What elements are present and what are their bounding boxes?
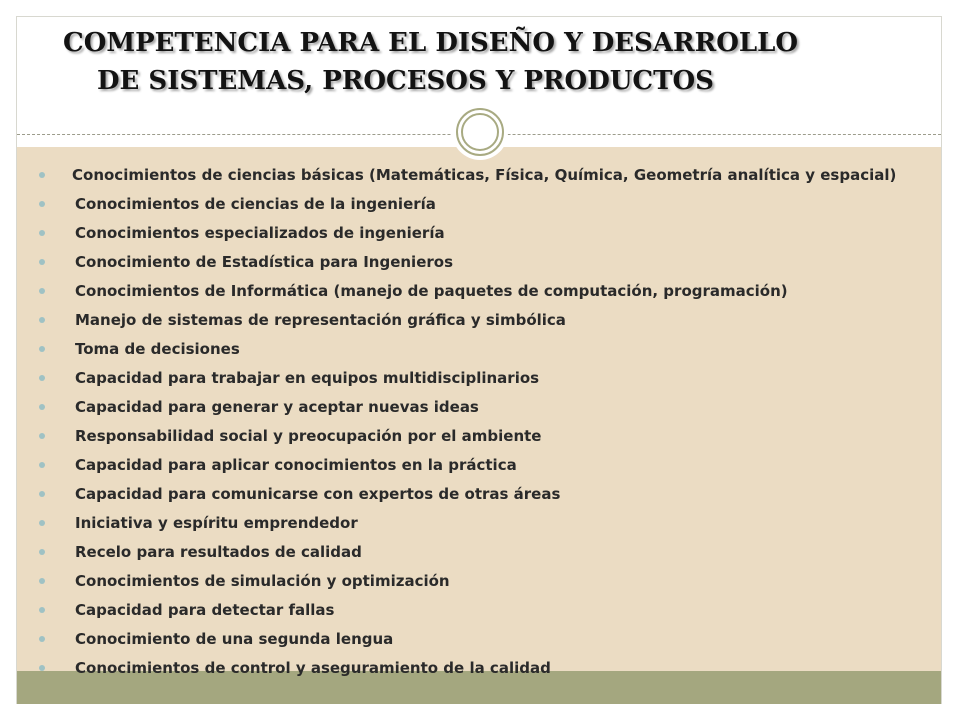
- bullet-item: [36, 425, 936, 454]
- bullet-text: Conocimientos de ciencias de la ingeniería: [75, 195, 436, 213]
- bullet-item: [36, 512, 936, 541]
- round-bullet-icon: [39, 607, 45, 613]
- bullet-item: [36, 193, 936, 222]
- slide-title-line-2: DE SISTEMAS, PROCESOS Y PRODUCTOS: [97, 66, 714, 96]
- round-bullet-icon: [39, 259, 45, 265]
- round-bullet-icon: [39, 433, 45, 439]
- bullet-text: Iniciativa y espíritu emprendedor: [75, 514, 358, 532]
- bullet-item: [36, 454, 936, 483]
- bullet-item: [36, 541, 936, 570]
- round-bullet-icon: [39, 578, 45, 584]
- slide-title-line-1: COMPETENCIA PARA EL DISEÑO Y DESARROLLO: [63, 28, 799, 58]
- bullet-text: Capacidad para detectar fallas: [75, 601, 335, 619]
- bullet-text: Capacidad para generar y aceptar nuevas ideas: [75, 398, 479, 416]
- bullet-text: Responsabilidad social y preocupación por el ambiente: [75, 427, 542, 445]
- bullet-item: [36, 338, 936, 367]
- bullet-text: Conocimientos especializados de ingeniería: [75, 224, 445, 242]
- round-bullet-icon: [39, 520, 45, 526]
- bullet-item: [36, 657, 936, 686]
- round-bullet-icon: [39, 665, 45, 671]
- bullet-text: Conocimiento de una segunda lengua: [75, 630, 394, 648]
- ring-inner: [461, 113, 499, 151]
- bullet-item: [36, 599, 936, 628]
- round-bullet-icon: [39, 462, 45, 468]
- round-bullet-icon: [39, 317, 45, 323]
- round-bullet-icon: [39, 491, 45, 497]
- bullet-item: [36, 251, 936, 280]
- bullet-text: Conocimientos de Informática (manejo de paquetes de computación, programación): [75, 282, 788, 300]
- bullet-text: Manejo de sistemas de representación gráfica y simbólica: [75, 311, 566, 329]
- round-bullet-icon: [39, 549, 45, 555]
- bullet-text: Capacidad para trabajar en equipos multidisciplinarios: [75, 369, 540, 387]
- bullet-item: [36, 164, 936, 193]
- slide-title: [0, 24, 960, 100]
- bullet-item: [36, 628, 936, 657]
- bullet-item: [36, 309, 936, 338]
- competency-bullet-list: [36, 164, 936, 686]
- bullet-text: Toma de decisiones: [75, 340, 240, 358]
- bullet-text: Conocimientos de control y aseguramiento de la calidad: [75, 659, 551, 677]
- bullet-text: Recelo para resultados de calidad: [75, 543, 362, 561]
- bullet-item: [36, 483, 936, 512]
- round-bullet-icon: [39, 201, 45, 207]
- bullet-item: [36, 222, 936, 251]
- round-bullet-icon: [39, 404, 45, 410]
- bullet-text: Conocimiento de Estadística para Ingenieros: [75, 253, 454, 271]
- round-bullet-icon: [39, 230, 45, 236]
- round-bullet-icon: [39, 346, 45, 352]
- bullet-text: Conocimientos de ciencias básicas (Matemáticas, Física, Química, Geometría analítica y espacial): [72, 166, 897, 184]
- double-circle-ornament-icon: [452, 104, 508, 160]
- bullet-text: Capacidad para aplicar conocimientos en la práctica: [75, 456, 517, 474]
- round-bullet-icon: [39, 288, 45, 294]
- bullet-item: [36, 396, 936, 425]
- bullet-item: [36, 570, 936, 599]
- bullet-text: Capacidad para comunicarse con expertos de otras áreas: [75, 485, 561, 503]
- bullet-text: Conocimientos de simulación y optimización: [75, 572, 450, 590]
- round-bullet-icon: [39, 636, 45, 642]
- round-bullet-icon: [39, 375, 45, 381]
- bullet-item: [36, 367, 936, 396]
- bullet-item: [36, 280, 936, 309]
- round-bullet-icon: [39, 172, 45, 178]
